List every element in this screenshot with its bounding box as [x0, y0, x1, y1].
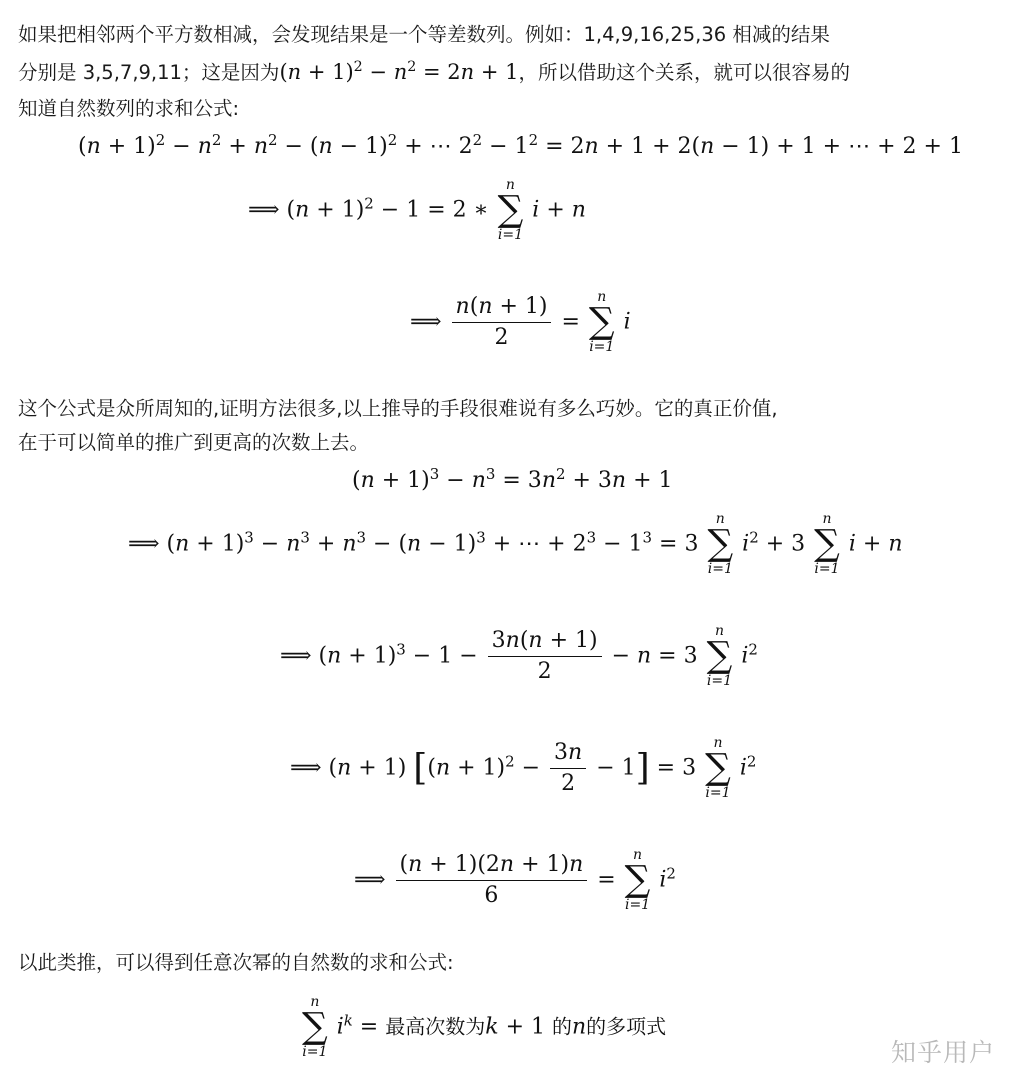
equation-7: ⟹ (n + 1) [$(n + 1)^2$ − $\frac{3n}{2}$ − 1] = 3 n ∑ i=1 $i^2$ [290, 735, 757, 801]
equation-3: ⟹ $\frac{n(n + 1)}{2}$ = n ∑ i=1 i [410, 289, 631, 355]
paragraph-2-line-1: 这个公式是众所周知的,证明方法很多,以上推导的手段很难说有多么巧妙。它的真正价值, [18, 397, 778, 420]
paragraph-2-line-2: 在于可以简单的推广到更高的次数上去。 [18, 431, 370, 454]
watermark: 知乎用户 [890, 1038, 995, 1067]
equation-8: ⟹ $\frac{(n + 1)(2n + 1)n}{6}$ = n ∑ i=1 $i^2$ [354, 847, 676, 913]
equation-9: n ∑ i=1 $i^k$ = 最高次数为k + 1 的n的多项式 [302, 994, 667, 1060]
paragraph-3: 以此类推，可以得到任意次幂的自然数的求和公式: [18, 951, 454, 974]
final-text-2: 的 [552, 1014, 572, 1039]
paragraph-1-line-1: 如果把相邻两个平方数相减，会发现结果是一个等差数列。例如：1,4,9,16,25,36 相减的结果 [18, 23, 830, 46]
para1-line2-b: ，所以借助这个关系，就可以很容易的 [518, 61, 850, 84]
final-text-1: 最高次数为 [385, 1014, 486, 1039]
equation-2: ⟹ $(n + 1)^2 - 1 = 2$ ∗ n ∑ i=1 i + n [248, 177, 586, 243]
equation-4: $(n + 1)^3 - n^3 = 3n^2 + 3n + 1$ [352, 464, 673, 493]
para1-line2-a: 分别是 3,5,7,9,11；这是因为 [18, 61, 280, 84]
paragraph-1-line-3: 知道自然数列的求和公式: [18, 97, 240, 120]
inline-equation: $(n + 1)^2 - n^2 = 2n + 1$ [279, 59, 519, 84]
paragraph-1-line-2 [18, 56, 850, 89]
final-text-3: 的多项式 [586, 1014, 667, 1039]
equation-1: $(n + 1)^2 - n^2 + n^2 - (n - 1)^2$ + ⋯ $2^2 - 1^2 = 2n + 1 + 2(n - 1) + 1$ + ⋯ + 2 + 1 [78, 130, 963, 159]
equation-6: ⟹ $(n + 1)^3 - 1$ − $\frac{3n(n + 1)}{2}$ − n = 3 n ∑ i=1 $i^2$ [280, 623, 758, 689]
equation-5: ⟹ $(n + 1)^3 - n^3 + n^3 - (n - 1)^3$ + ⋯ + $2^3 - 1^3 = 3$ n ∑ i=1 $i^2 + 3$ n ∑ i=1 i + n [128, 511, 903, 577]
